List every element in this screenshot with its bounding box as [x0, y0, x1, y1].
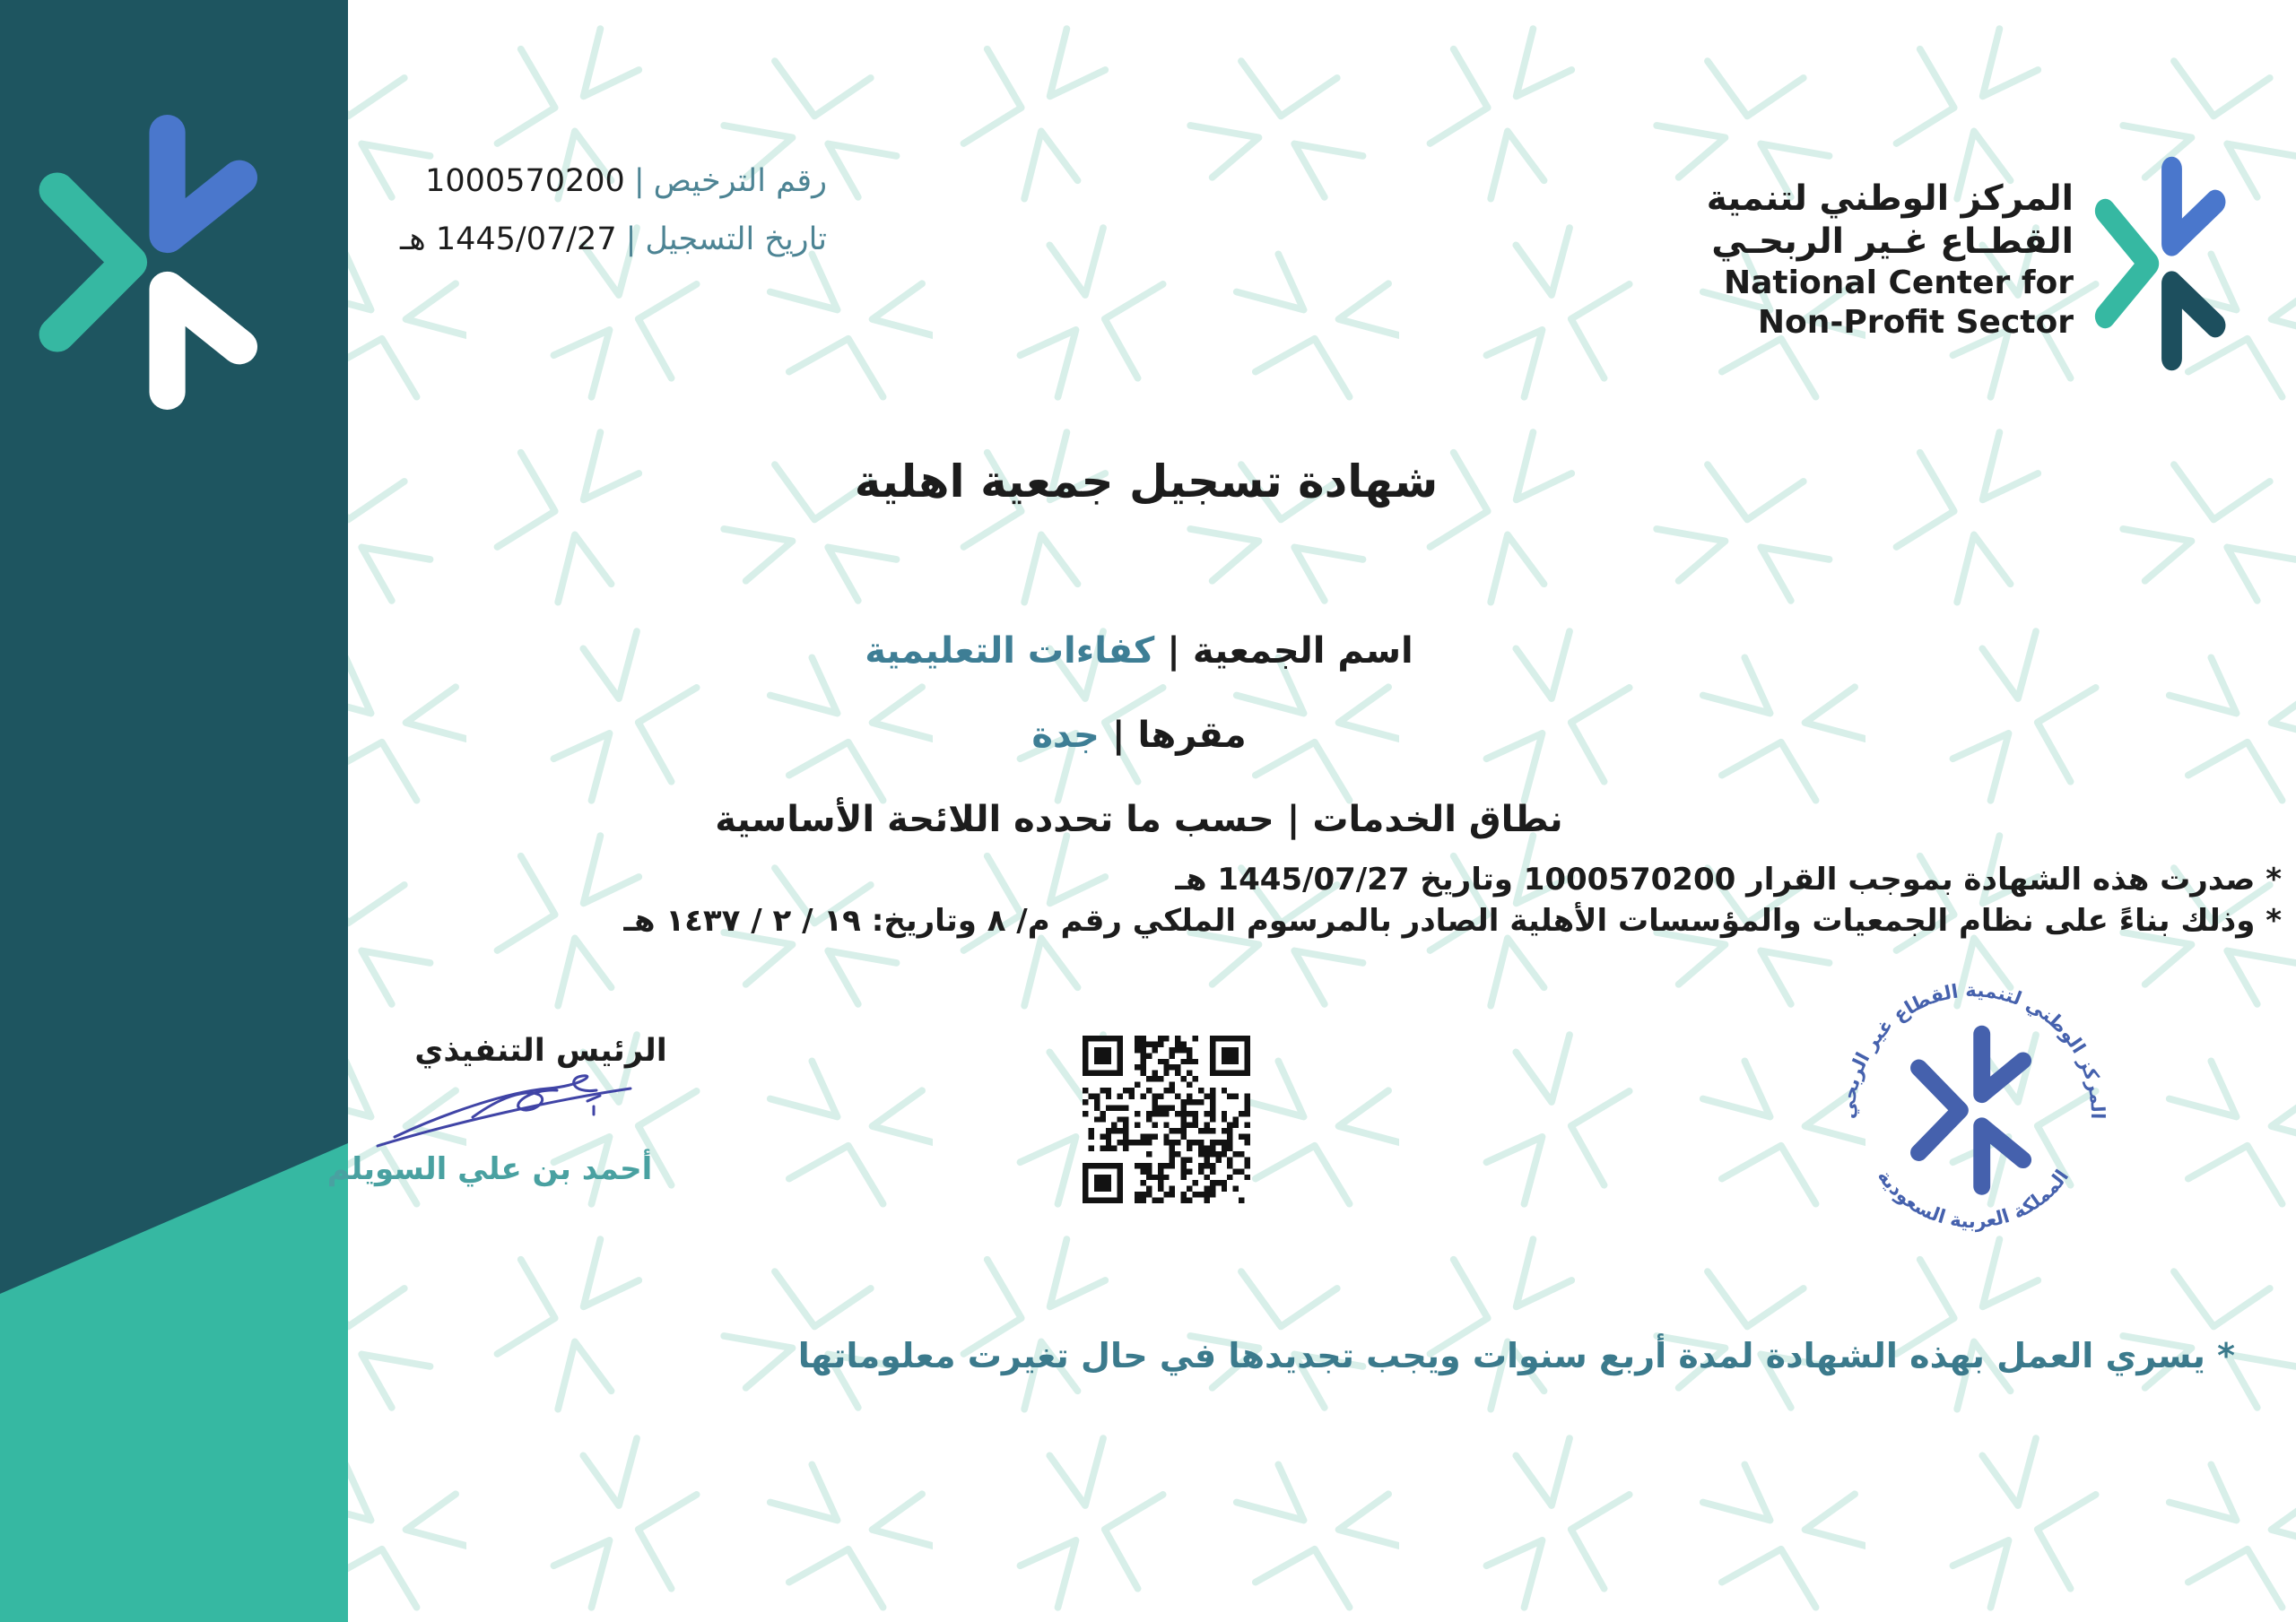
association-name-label: اسم الجمعية: [1192, 630, 1413, 672]
stamp-top-text: المركز الوطني لتنمية القطاع غير الربحي: [1837, 979, 2109, 1120]
license-block: [400, 152, 827, 269]
brand-name-english-line1: National Center for: [1723, 265, 2074, 301]
stamp-mark-icon: [1919, 1034, 2023, 1186]
separator: |: [1286, 799, 1300, 840]
separator: |: [625, 221, 637, 257]
validity-note: * يسري العمل بهذه الشهادة لمدة أربع سنوات ويجب تجديدها في حال تغيرت معلوماتها: [797, 1336, 2235, 1375]
decree-notes: [623, 859, 2282, 941]
headquarters-label: مقرها: [1137, 715, 1247, 756]
brand-wordmark: [1707, 178, 2074, 343]
separator: |: [1111, 715, 1126, 756]
stamp-bottom-text: المملكة العربية السعودية: [1873, 1166, 2074, 1233]
brand-name-arabic-line1: المركز الوطني لتنمية: [1706, 178, 2074, 219]
decree-note-line: * وذلك بناءً على نظام الجمعيات والمؤسسات الأهلية الصادر بالمرسوم الملكي رقم م/ ٨ وتاريخ: ١٩ / ٢ / ١٤٣٧ هـ: [623, 903, 2282, 939]
license-number-value: 1000570200: [425, 163, 625, 199]
association-name-value: كفاءات التعليمية: [865, 630, 1155, 672]
separator: |: [633, 163, 645, 199]
brand-mark-icon: [36, 108, 269, 417]
decree-note-line: * صدرت هذه الشهادة بموجب القرار 1000570200 وتاريخ 1445/07/27 هـ: [1175, 862, 2282, 898]
separator: |: [1167, 630, 1180, 672]
qr-code: [1083, 1036, 1250, 1203]
official-stamp: [1821, 958, 2126, 1262]
registration-date-value: 1445/07/27 هـ: [400, 221, 617, 257]
service-scope-row: [715, 799, 1562, 840]
sidebar-accent-triangle: [0, 1143, 348, 1622]
registration-date-label: تاريخ التسجيل: [645, 221, 827, 257]
headquarters-row: [1031, 715, 1246, 756]
headquarters-value: جدة: [1031, 715, 1100, 756]
brand-mark-icon: [2092, 151, 2233, 377]
ceo-title: الرئيس التنفيذي: [414, 1033, 667, 1069]
service-scope-value: حسب ما تحدده اللائحة الأساسية: [715, 799, 1274, 840]
certificate-title: شهادة تسجيل جمعية اهلية: [854, 455, 1439, 507]
license-number-row: [400, 152, 827, 211]
license-number-label: رقم الترخيص: [653, 163, 827, 199]
brand-name-arabic-line2: القطـاع غـير الربحـي: [1711, 221, 2074, 262]
service-scope-label: نطاق الخدمات: [1312, 799, 1563, 840]
registration-date-row: [400, 211, 827, 269]
brand-name-english-line2: Non-Profit Sector: [1757, 304, 2074, 341]
association-name-row: [865, 630, 1413, 672]
ceo-signature-icon: [372, 1067, 637, 1148]
ceo-name: أحمد بن علي السويلم: [326, 1151, 653, 1187]
